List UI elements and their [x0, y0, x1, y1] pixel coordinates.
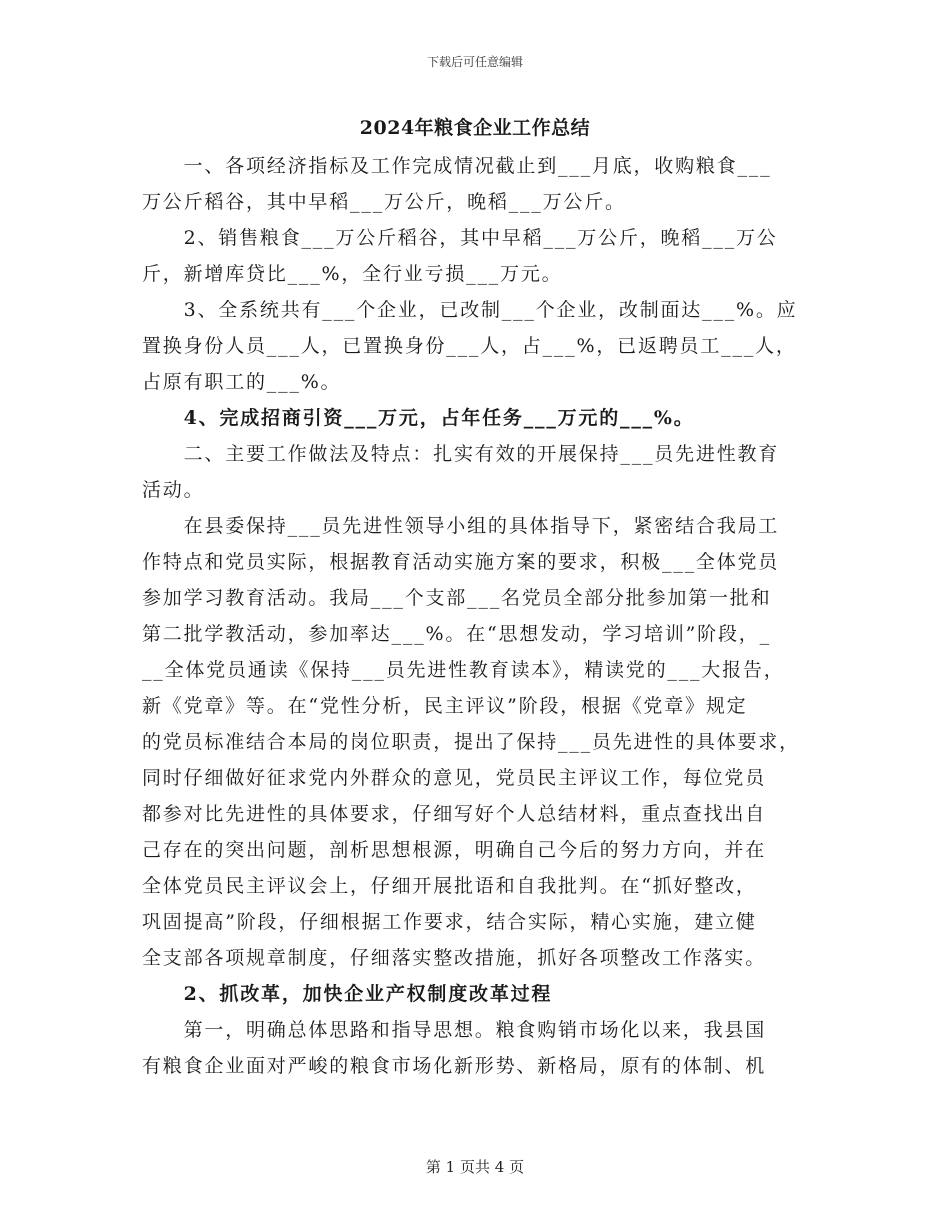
paragraph-line: 巩固提高”阶段，仔细根据工作要求，结合实际，精心实施，建立健	[142, 911, 757, 933]
paragraph-line: 万公斤稻谷，其中早稻___万公斤，晚稻___万公斤。	[142, 191, 626, 213]
paragraph-line: 一、各项经济指标及工作完成情况截止到___月底，收购粮食___	[142, 155, 772, 177]
paragraph-line: 置换身份人员___人，已置换身份___人，占___%，已返聘员工___人，	[142, 335, 797, 357]
paragraph-line: 的党员标准结合本局的岗位职责，提出了保持___员先进性的具体要求，	[142, 731, 800, 753]
paragraph-line: 3、全系统共有___个企业，已改制___个企业，改制面达___%。应	[142, 299, 798, 321]
paragraph-line: 新《党章》等。在“党性分析，民主评议”阶段，根据《党章》规定	[142, 695, 748, 717]
paragraph-line: 二、主要工作做法及特点：扎实有效的开展保持___员先进性教育	[142, 443, 780, 465]
paragraph-line: 斤，新增库贷比___%，全行业亏损___万元。	[142, 263, 563, 285]
page-footer: 第 1 页共 4 页	[425, 1158, 525, 1176]
paragraph-line: 己存在的突出问题，剖析思想根源，明确自己今后的努力方向，并在	[142, 839, 767, 861]
paragraph-line: 2、销售粮食___万公斤稻谷，其中早稻___万公斤，晚稻___万公	[142, 227, 778, 249]
paragraph-line: 全支部各项规章制度，仔细落实整改措施，抓好各项整改工作落实。	[142, 947, 767, 969]
paragraph-line: 第二批学教活动，参加率达___%。在“思想发动，学习培训”阶段，_	[142, 623, 771, 645]
paragraph-line: 4、完成招商引资___万元，占年任务___万元的___%。	[142, 407, 695, 429]
paragraph-line: 参加学习教育活动。我局___个支部___名党员全部分批参加第一批和	[142, 587, 772, 609]
paragraph-line: 2、抓改革，加快企业产权制度改革过程	[142, 983, 553, 1005]
document-body	[142, 148, 822, 1084]
paragraph-line: 第一，明确总体思路和指导思想。粮食购销市场化以来，我县国	[142, 1019, 767, 1041]
header-note: 下载后可任意编辑	[426, 55, 523, 69]
paragraph-line: __全体党员通读《保持___员先进性教育读本》，精读党的___大报告，	[142, 659, 785, 681]
paragraph-line: 占原有职工的___%。	[142, 371, 342, 393]
paragraph-line: 都参对比先进性的具体要求，仔细写好个人总结材料，重点查找出自	[142, 803, 767, 825]
paragraph-line: 在县委保持___员先进性领导小组的具体指导下，紧密结合我局工	[142, 515, 780, 537]
document-title: 2024年粮食企业工作总结	[359, 117, 591, 139]
paragraph-line: 同时仔细做好征求党内外群众的意见，党员民主评议工作，每位党员	[142, 767, 767, 789]
paragraph-line: 作特点和党员实际，根据教育活动实施方案的要求，积极___全体党员	[142, 551, 780, 573]
paragraph-line: 有粮食企业面对严峻的粮食市场化新形势、新格局，原有的体制、机	[142, 1055, 767, 1077]
paragraph-line: 全体党员民主评议会上，仔细开展批语和自我批判。在“抓好整改，	[142, 875, 757, 897]
paragraph-line: 活动。	[142, 479, 205, 501]
